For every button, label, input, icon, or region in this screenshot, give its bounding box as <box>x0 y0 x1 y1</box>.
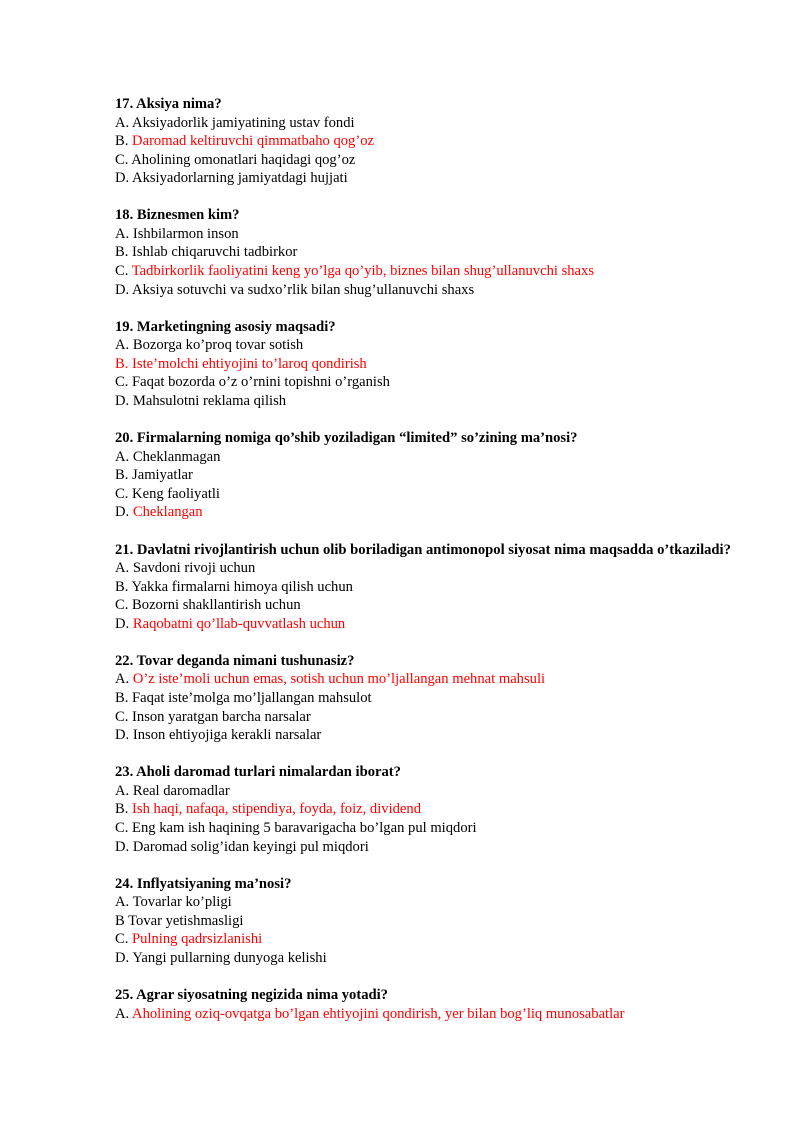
option-letter: D. <box>115 615 130 632</box>
question-block <box>115 986 742 1023</box>
option-text: Aksiyadorlik jamiyatining ustav fondi <box>132 114 355 131</box>
answer-option <box>115 819 742 838</box>
question-block <box>115 429 742 522</box>
option-letter: B. <box>115 689 129 706</box>
answer-option <box>115 281 742 300</box>
answer-option <box>115 114 742 133</box>
answer-option <box>115 151 742 170</box>
option-letter: D. <box>115 504 130 521</box>
question-title: 25. Agrar siyosatning negizida nima yotadi? <box>115 987 388 1003</box>
option-letter: C. <box>115 931 129 948</box>
answer-option <box>115 838 742 857</box>
answer-option <box>115 485 742 504</box>
answer-option <box>115 596 742 615</box>
option-letter: A. <box>115 671 130 688</box>
option-letter: D. <box>115 393 130 410</box>
option-letter: B. <box>115 133 129 150</box>
option-letter: D. <box>115 949 130 966</box>
option-letter: D. <box>115 727 130 744</box>
option-letter: B. <box>115 467 129 484</box>
option-letter: D. <box>115 170 130 187</box>
option-text: Yakka firmalarni himoya qilish uchun <box>131 578 353 595</box>
question-title: 18. Biznesmen kim? <box>115 207 240 224</box>
question-block <box>115 875 742 968</box>
question-title: 19. Marketingning asosiy maqsadi? <box>115 318 336 335</box>
answer-option <box>115 169 742 188</box>
option-text: Tadbirkorlik faoliyatini keng yo’lga qo’yib, biznes bilan shug’ullanuvchi shaxs <box>131 263 595 280</box>
answer-option <box>115 689 742 708</box>
option-letter: A. <box>115 337 130 354</box>
option-text: Jamiyatlar <box>132 467 193 484</box>
answer-option <box>115 893 742 912</box>
option-letter: A. <box>115 894 130 911</box>
question-block <box>115 541 742 634</box>
answer-option <box>115 949 742 968</box>
answer-option <box>115 708 742 727</box>
option-text: Tovarlar ko’pligi <box>132 894 232 911</box>
answer-option <box>115 466 742 485</box>
correct-answer-option <box>115 615 742 634</box>
question-list <box>115 95 742 1042</box>
answer-option <box>115 559 742 578</box>
option-text: Faqat bozorda o’z o’rnini topishni o’rganish <box>132 374 390 391</box>
option-text: Raqobatni qo’llab-quvvatlash uchun <box>132 615 346 632</box>
option-letter: A. <box>115 448 130 465</box>
option-text: Inson ehtiyojiga kerakli narsalar <box>132 727 322 744</box>
question-title: 21. Davlatni rivojlantirish uchun olib boriladigan antimonopol siyosat nima maqsadda o’tkaziladi? <box>115 541 731 558</box>
option-text: O’z iste’moli uchun emas, sotish uchun mo’ljallangan mehnat mahsuli <box>132 671 546 688</box>
correct-answer-option <box>115 800 742 819</box>
option-text: Tovar yetishmasligi <box>128 912 244 929</box>
question-title: 23. Aholi daromad turlari nimalardan iborat? <box>115 764 401 781</box>
correct-answer-option <box>115 670 742 689</box>
option-letter: C. <box>115 374 129 391</box>
option-letter: C. <box>115 708 129 725</box>
option-letter: C. <box>115 263 129 280</box>
option-text: Cheklangan <box>132 504 203 521</box>
question-title: 20. Firmalarning nomiga qo’shib yoziladigan “limited” so’zining ma’nosi? <box>115 430 578 447</box>
question-title: 22. Tovar deganda nimani tushunasiz? <box>115 652 355 669</box>
option-text: Keng faoliyatli <box>132 485 220 502</box>
answer-option <box>115 782 742 801</box>
option-text: Ishlab chiqaruvchi tadbirkor <box>132 244 298 261</box>
question-block <box>115 318 742 411</box>
correct-answer-option <box>115 1005 742 1024</box>
option-text: Real daromadlar <box>132 782 230 799</box>
option-letter: C. <box>115 485 129 502</box>
answer-option <box>115 448 742 467</box>
option-letter: A. <box>115 1005 130 1022</box>
option-letter: A. <box>115 114 130 131</box>
correct-answer-option <box>115 503 742 522</box>
option-text: Bozorga ko’proq tovar sotish <box>132 337 304 354</box>
option-letter: B. <box>115 801 129 818</box>
option-letter: B. <box>115 355 129 372</box>
answer-option <box>115 726 742 745</box>
answer-option <box>115 392 742 411</box>
option-letter: A. <box>115 782 130 799</box>
option-text: Faqat iste’molga mo’ljallangan mahsulot <box>132 689 372 706</box>
correct-answer-option <box>115 262 742 281</box>
option-letter: B. <box>115 578 129 595</box>
question-block <box>115 95 742 188</box>
option-letter: A. <box>115 225 130 242</box>
option-text: Daromad solig’idan keyingi pul miqdori <box>132 838 369 855</box>
correct-answer-option <box>115 355 742 374</box>
option-text: Aksiya sotuvchi va sudxo’rlik bilan shug’ullanuvchi shaxs <box>132 281 475 298</box>
question-title: 24. Inflyatsiyaning ma’nosi? <box>115 875 292 892</box>
option-text: Inson yaratgan barcha narsalar <box>132 708 311 725</box>
answer-option <box>115 578 742 597</box>
option-text: Pulning qadrsizlanishi <box>132 931 263 948</box>
question-title: 17. Aksiya nima? <box>115 96 222 112</box>
option-letter: B <box>115 912 125 929</box>
option-letter: B. <box>115 244 129 261</box>
answer-option <box>115 336 742 355</box>
option-text: Savdoni rivoji uchun <box>132 560 256 576</box>
question-block <box>115 763 742 856</box>
option-text: Daromad keltiruvchi qimmatbaho qog’oz <box>132 133 374 150</box>
option-letter: C. <box>115 597 129 614</box>
correct-answer-option <box>115 132 742 151</box>
question-block <box>115 206 742 299</box>
option-text: Yangi pullarning dunyoga kelishi <box>132 949 327 966</box>
option-text: Bozorni shakllantirish uchun <box>132 597 301 614</box>
option-letter: C. <box>115 151 129 168</box>
option-letter: D. <box>115 281 130 298</box>
option-text: Aholining omonatlari haqidagi qog’oz <box>131 151 356 168</box>
option-text: Aholining oziq-ovqatga bo’lgan ehtiyojini qondirish, yer bilan bog’liq munosabatlar <box>132 1005 625 1022</box>
option-letter: A. <box>115 560 130 576</box>
answer-option <box>115 243 742 262</box>
answer-option <box>115 373 742 392</box>
option-letter: C. <box>115 819 129 836</box>
question-block <box>115 652 742 745</box>
option-text: Mahsulotni reklama qilish <box>132 393 287 410</box>
option-letter: D. <box>115 838 130 855</box>
option-text: Ish haqi, nafaqa, stipendiya, foyda, foiz, dividend <box>132 801 422 818</box>
option-text: Ishbilarmon inson <box>132 225 239 242</box>
correct-answer-option <box>115 930 742 949</box>
option-text: Eng kam ish haqining 5 baravarigacha bo’lgan pul miqdori <box>132 819 477 836</box>
answer-option <box>115 225 742 244</box>
option-text: Iste’molchi ehtiyojini to’laroq qondirish <box>132 355 367 372</box>
answer-option <box>115 912 742 931</box>
option-text: Aksiyadorlarning jamiyatdagi hujjati <box>132 170 348 187</box>
option-text: Cheklanmagan <box>132 448 221 465</box>
